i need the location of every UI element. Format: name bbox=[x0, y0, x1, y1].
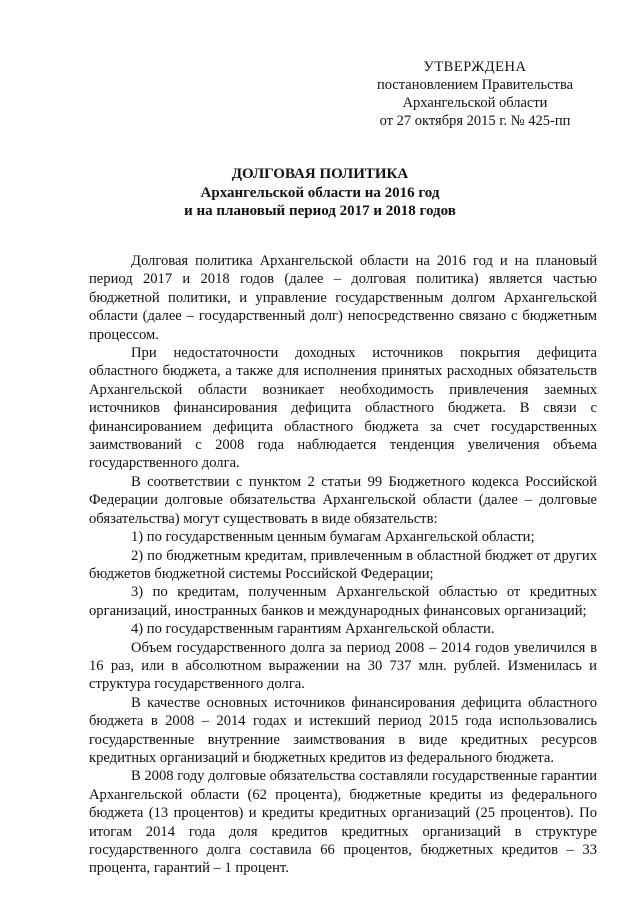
approval-region-line: Архангельской области bbox=[402, 95, 548, 111]
list-item: 4) по государственным гарантиям Архангельской области. bbox=[131, 621, 495, 638]
approval-heading: УТВЕРЖДЕНА bbox=[423, 59, 527, 75]
approval-date-line: от 27 октября 2015 г. № 425-пп bbox=[379, 113, 571, 129]
title-line-1: ДОЛГОВАЯ ПОЛИТИКА bbox=[231, 166, 409, 182]
document-body bbox=[89, 252, 597, 878]
paragraph: В 2008 году долговые обязательства составляли государственные гарантии Архангельской области (62 процента), бюджетные кредиты из федерального бюджета (13 процентов) и кредиты кредитных организаций (25 процентов). По итогам 2014 года доля кредитов кредитных организаций в структуре государственного долга составила 66 процентов, бюджетных кредитов – 33 процента, гарантий – 1 процент. bbox=[89, 768, 598, 877]
approval-decree-line: постановлением Правительства bbox=[376, 77, 574, 93]
list-item: 1) по государственным ценным бумагам Архангельской области; bbox=[131, 529, 535, 546]
list-item: 2) по бюджетным кредитам, привлеченным в областной бюджет от других бюджетов бюджетной системы Российской Федерации; bbox=[89, 547, 597, 582]
list-item: 3) по кредитам, полученным Архангельской областью от кредитных организаций, иностранных банков и международных финансовых организаций; bbox=[89, 584, 597, 619]
paragraph: В качестве основных источников финансирования дефицита областного бюджета в 2008 – 2014 годах и истекший период 2015 года использовались государственные внутренние заимствования в виде кредитных ресурсов кредитных организаций и бюджетных кредитов из федерального бюджета. bbox=[89, 694, 597, 766]
approval-block bbox=[360, 58, 590, 130]
paragraph: В соответствии с пунктом 2 статьи 99 Бюджетного кодекса Российской Федерации долговые обязательства Архангельской области (далее – долговые обязательства) могут существовать в виде обязательств: bbox=[89, 473, 597, 527]
paragraph: При недостаточности доходных источников покрытия дефицита областного бюджета, а также для исполнения принятых расходных обязательств Архангельской области возникает необходимость привлечения заемных источников финансирования дефицита областного бюджета. В связи с финансированием дефицита областного бюджета за счет государственных заимствований с 2008 года наблюдается тенденция увеличения объема государственного долга. bbox=[89, 345, 597, 472]
paragraph: Объем государственного долга за период 2008 – 2014 годов увеличился в 16 раз, или в абсолютном выражении на 30 737 млн. рублей. Изменилась и структура государственного долга. bbox=[89, 639, 597, 693]
title-line-3: и на плановый период 2017 и 2018 годов bbox=[184, 203, 456, 219]
title-line-2: Архангельской области на 2016 год bbox=[200, 184, 440, 201]
paragraph: Долговая политика Архангельской области на 2016 год и на плановый период 2017 и 2018 годов (далее – долговая политика) является частью бюджетной политики, и управление государственным долгом Архангельской области (далее – государственный долг) непосредственно связано с бюджетным процессом. bbox=[89, 253, 597, 343]
document-title bbox=[80, 165, 560, 221]
